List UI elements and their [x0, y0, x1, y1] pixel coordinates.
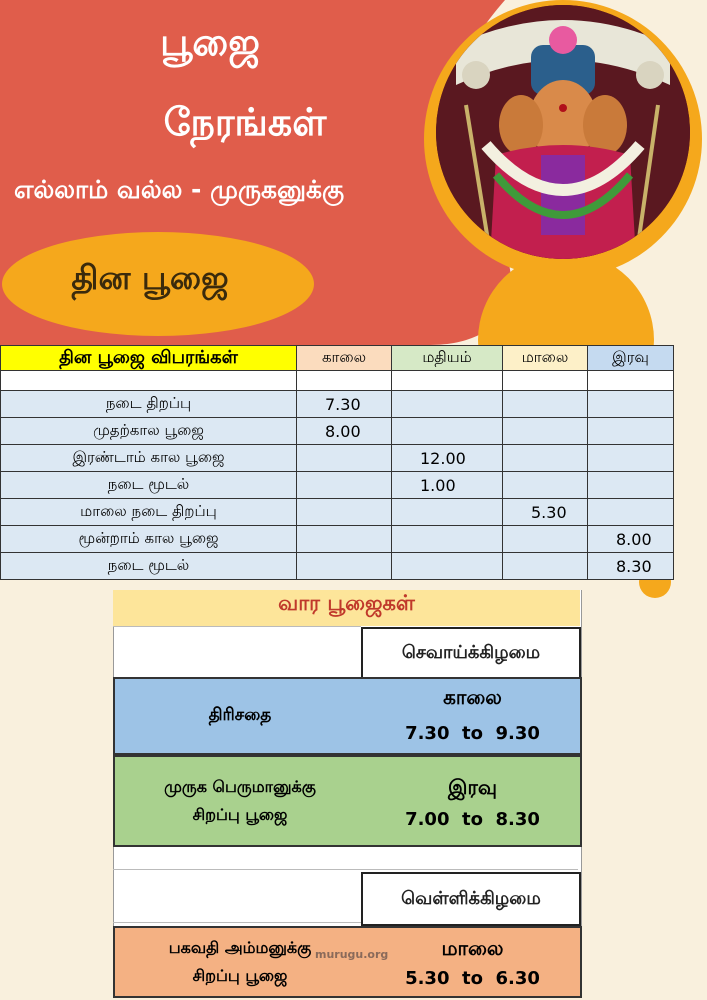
table-row [1, 445, 674, 472]
time-cell [392, 418, 503, 445]
blank-row [113, 626, 361, 678]
header-noon: மதியம் [392, 346, 503, 371]
puja-name: முதற்கால பூஜை [1, 418, 297, 445]
header-evening: மாலை [503, 346, 588, 371]
puja-name: நடை திறப்பு [1, 391, 297, 418]
murugan-event-line2: சிறப்பு பூஜை [192, 805, 288, 824]
time-cell: 12.00 [392, 445, 503, 472]
page-subtitle: எல்லாம் வல்ல - முருகனுக்கு [14, 175, 345, 204]
time-cell [503, 391, 588, 418]
blank-row [113, 870, 361, 923]
bhagavathi-event-line1: பகவதி அம்மனுக்கு [168, 938, 312, 957]
time-cell: 8.30 [588, 553, 674, 580]
murugan-time: 7.00 to 8.30 [405, 809, 540, 830]
time-cell [392, 499, 503, 526]
deity-photo [436, 5, 690, 259]
bhagavathi-period: மாலை [441, 936, 504, 960]
time-cell [588, 418, 674, 445]
trisathai-period: காலை [443, 685, 502, 709]
table-row [1, 391, 674, 418]
time-cell [392, 526, 503, 553]
time-cell: 8.00 [588, 526, 674, 553]
table-row [1, 553, 674, 580]
weekly-title: வார பூஜைகள் [113, 590, 580, 626]
tuesday-text: செவாய்க்கிழமை [401, 642, 541, 663]
time-cell [297, 445, 392, 472]
time-cell [588, 445, 674, 472]
table-row [1, 499, 674, 526]
header-details: தின பூஜை விபரங்கள் [1, 346, 297, 371]
time-cell [503, 526, 588, 553]
daily-table-header-row [1, 346, 674, 371]
trisathai-event: திரிசதை [208, 705, 272, 725]
time-cell: 1.00 [392, 472, 503, 499]
time-cell [588, 472, 674, 499]
time-cell [503, 553, 588, 580]
weekly-row-trisathai [113, 677, 582, 755]
page-title-line2: நேரங்கள் [163, 100, 327, 144]
bhagavathi-time: 5.30 to 6.30 [405, 968, 540, 989]
time-cell [297, 472, 392, 499]
murugan-event-line1: முருக பெருமானுக்கு [164, 777, 316, 796]
puja-name: மூன்றாம் கால பூஜை [1, 526, 297, 553]
header-night: இரவு [588, 346, 674, 371]
daily-puja-table [0, 345, 674, 580]
time-cell: 8.00 [297, 418, 392, 445]
time-cell: 5.30 [503, 499, 588, 526]
time-cell [297, 553, 392, 580]
table-row [1, 371, 674, 391]
page-title-line1: பூஜை [160, 20, 260, 64]
time-cell [392, 553, 503, 580]
time-cell: 7.30 [297, 391, 392, 418]
puja-name: இரண்டாம் கால பூஜை [1, 445, 297, 472]
table-row [1, 472, 674, 499]
puja-name: நடை மூடல் [1, 553, 297, 580]
watermark: murugu.org [315, 948, 389, 961]
time-cell [503, 418, 588, 445]
table-row [1, 418, 674, 445]
time-cell [392, 391, 503, 418]
bhagavathi-event-line2: சிறப்பு பூஜை [192, 966, 288, 985]
weekly-row-bhagavathi [113, 926, 582, 998]
daily-puja-label: தின பூஜை [71, 258, 229, 297]
friday-text: வெள்ளிக்கிழமை [401, 888, 541, 909]
friday-label [361, 872, 581, 926]
blank-row [113, 847, 578, 870]
time-cell [297, 499, 392, 526]
table-row [1, 526, 674, 553]
trisathai-time: 7.30 to 9.30 [405, 723, 540, 744]
time-cell [297, 526, 392, 553]
time-cell [503, 445, 588, 472]
time-cell [503, 472, 588, 499]
time-cell [588, 391, 674, 418]
puja-name: மாலை நடை திறப்பு [1, 499, 297, 526]
tuesday-label [361, 627, 581, 679]
time-cell [588, 499, 674, 526]
puja-name: நடை மூடல் [1, 472, 297, 499]
murugan-period: இரவு [448, 775, 497, 799]
weekly-row-murugan [113, 755, 582, 847]
header-morning: காலை [297, 346, 392, 371]
